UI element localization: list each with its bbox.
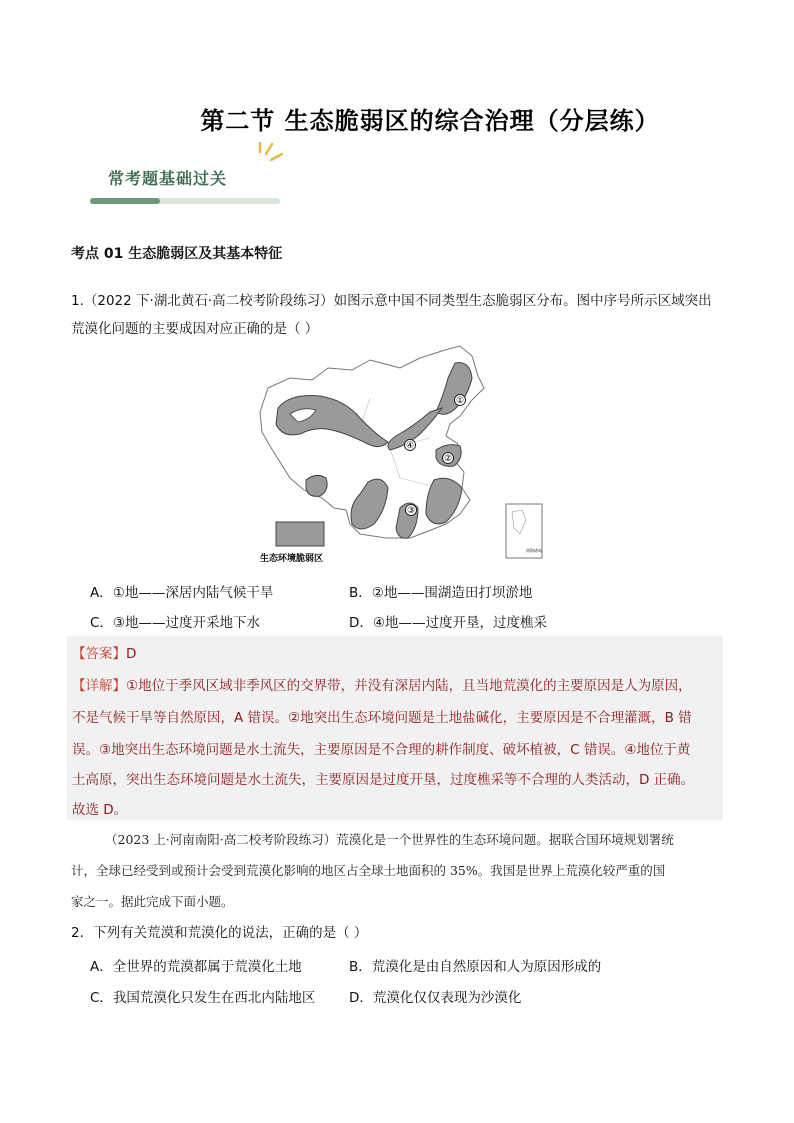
legend-label: 生态环境脆弱区: [260, 554, 324, 564]
answer-tag: 【答案】: [72, 646, 126, 662]
answer-value: D: [126, 646, 137, 662]
q1-stem-line1: 1.（2022 下·湖北黄石·高二校考阶段练习）如图示意中国不同类型生态脆弱区分布。图中序号所示区域突出: [71, 293, 712, 309]
passage-line-2: 计，全球已经受到或预计会受到荒漠化影响的地区占全球土地面积的 35%。我国是世界上荒漠化较严重的国: [71, 863, 666, 878]
answer-line: [72, 642, 136, 662]
passage-line-1: （2023 上·河南南阳·高二校考阶段练习）荒漠化是一个世界性的生态环境问题。据联合国环境规划署统: [105, 832, 674, 847]
banner-label: 常考题基础过关: [108, 169, 228, 188]
marker-3: ③: [406, 506, 416, 516]
inset-label: 南海诸岛: [526, 548, 542, 553]
detail-tag: 【详解】: [72, 678, 126, 694]
q1-option-c[interactable]: C．③地——过度开采地下水: [90, 615, 261, 631]
q1-option-a[interactable]: A．①地——深居内陆气候干旱: [90, 585, 274, 601]
section-heading: 考点 01 生态脆弱区及其基本特征: [71, 246, 283, 262]
q1-option-d[interactable]: D．④地——过度开垦，过度樵采: [349, 615, 547, 631]
marker-1: ①: [455, 396, 465, 406]
detail-line-5: 故选 D。: [72, 802, 128, 818]
q2-option-a[interactable]: A．全世界的荒漠都属于荒漠化土地: [90, 959, 302, 975]
fragile-zone-northwest: [276, 396, 388, 447]
marker-2: ②: [443, 454, 453, 464]
fragile-zone-sw: [306, 475, 327, 496]
china-fragile-zones-map: [250, 338, 550, 568]
detail-line-2: 不是气候干旱等自然原因，A 错误。②地突出生态环境问题是土地盐碱化，主要原因是不合理灌溉，B 错: [72, 710, 692, 726]
answer-box: [67, 636, 723, 820]
detail-line-3: 误。③地突出生态环境问题是水土流失，主要原因是不合理的耕作制度、破坏植被，C 错误。④地位于黄: [72, 742, 691, 758]
detail-line-1: [72, 674, 692, 694]
marker-4: ④: [405, 441, 415, 451]
passage-line-3: 家之一。据此完成下面小题。: [71, 894, 234, 909]
q1-option-b[interactable]: B．②地——围湖造田打坝淤地: [349, 585, 533, 601]
q2-option-d[interactable]: D．荒漠化仅仅表现为沙漠化: [349, 990, 522, 1006]
legend-swatch: [276, 522, 324, 546]
q2-option-b[interactable]: B．荒漠化是由自然原因和人为原因形成的: [349, 959, 602, 975]
q1-stem-line2: 荒漠化问题的主要成因对应正确的是（ ）: [71, 321, 319, 337]
q2-stem: 2．下列有关荒漠和荒漠化的说法，正确的是（ ）: [71, 925, 368, 941]
sparkle-icon: [260, 142, 282, 160]
q2-option-c[interactable]: C．我国荒漠化只发生在西北内陆地区: [90, 990, 316, 1006]
detail-text-1: ①地位于季风区域非季风区的交界带，并没有深居内陆，且当地荒漠化的主要原因是人为原因，: [126, 678, 692, 694]
page-title: 第二节 生态脆弱区的综合治理（分层练）: [200, 107, 660, 135]
detail-line-4: 土高原，突出生态环境问题是水土流失，主要原因是过度开垦，过度樵采等不合理的人类活动，D 正确。: [72, 772, 695, 788]
fragile-zone-south-a: [351, 479, 388, 529]
